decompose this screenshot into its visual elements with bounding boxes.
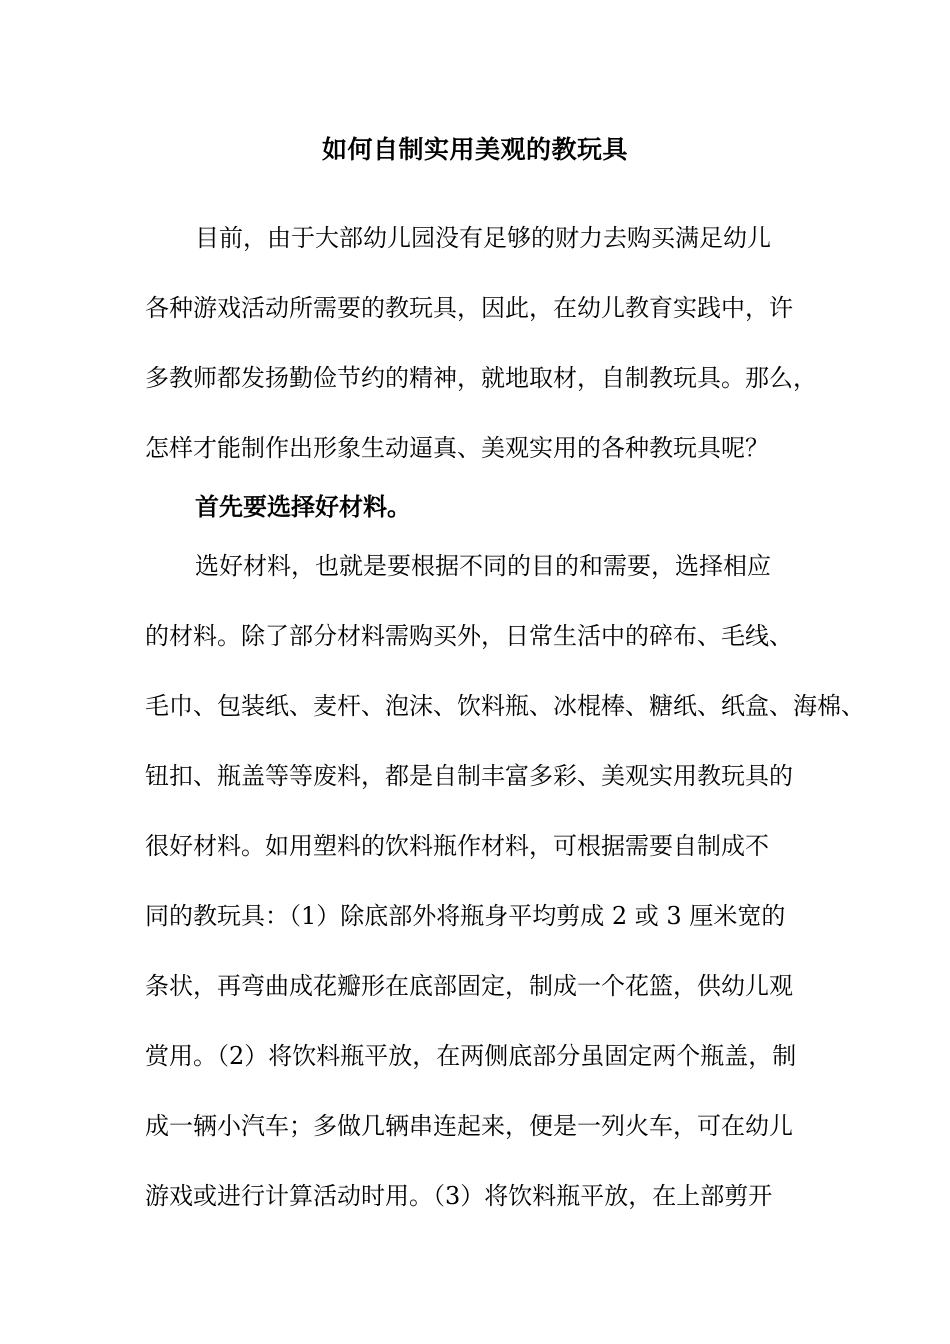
paragraph-line: 目前，由于大部幼儿园没有足够的财力去购买满足幼儿 xyxy=(195,224,771,252)
paragraph-line: 各种游戏活动所需要的教玩具，因此，在幼儿教育实践中，许 xyxy=(145,294,793,322)
paragraph-line: 条状，再弯曲成花瓣形在底部固定，制成一个花篮，供幼儿观 xyxy=(145,972,793,1000)
paragraph-line: 怎样才能制作出形象生动逼真、美观实用的各种教玩具呢？ xyxy=(145,434,769,462)
paragraph-line: 游戏或进行计算活动时用。（3）将饮料瓶平放，在上部剪开 xyxy=(145,1182,773,1210)
paragraph-line: 的材料。除了部分材料需购买外，日常生活中的碎布、毛线、 xyxy=(145,622,793,650)
paragraph-line: 很好材料。如用塑料的饮料瓶作材料，可根据需要自制成不 xyxy=(145,832,769,860)
paragraph-line: 选好材料，也就是要根据不同的目的和需要，选择相应 xyxy=(195,552,771,580)
paragraph-line: 赏用。（2）将饮料瓶平放，在两侧底部分虽固定两个瓶盖，制 xyxy=(145,1042,797,1070)
document-title: 如何自制实用美观的教玩具 xyxy=(321,135,628,164)
paragraph-line: 同的教玩具：（1）除底部外将瓶身平均剪成 2 或 3 厘米宽的 xyxy=(145,902,786,930)
paragraph-line: 毛巾、包装纸、麦杆、泡沫、饮料瓶、冰棍棒、糖纸、纸盒、海棉、 xyxy=(145,692,865,720)
paragraph-line: 钮扣、瓶盖等等废料，都是自制丰富多彩、美观实用教玩具的 xyxy=(145,762,793,790)
paragraph-line: 多教师都发扬勤俭节约的精神，就地取材，自制教玩具。那么， xyxy=(145,364,817,392)
section-heading: 首先要选择好材料。 xyxy=(195,492,411,521)
paragraph-line: 成一辆小汽车；多做几辆串连起来，便是一列火车，可在幼儿 xyxy=(145,1112,793,1140)
